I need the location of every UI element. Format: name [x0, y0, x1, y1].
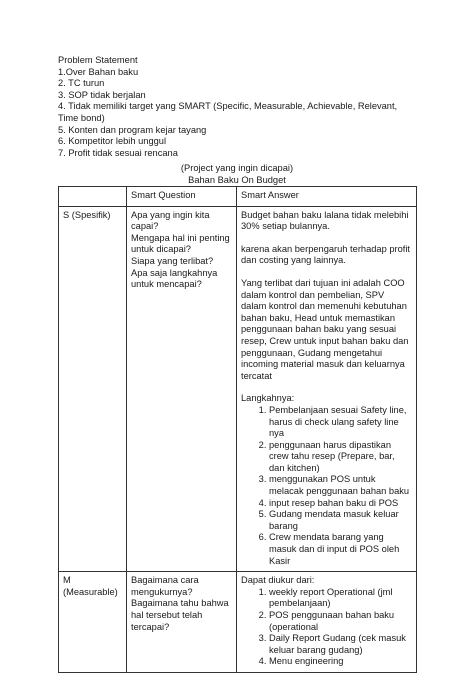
- measurable-questions: [127, 572, 237, 673]
- problem-title: Problem Statement: [58, 55, 138, 65]
- spesifik-questions: [127, 206, 237, 572]
- project-title: Bahan Baku On Budget: [188, 175, 286, 185]
- list-item: 2. POS penggunaan bahan baku (operational: [269, 610, 412, 633]
- question-line: Bagaimana cara mengukurnya?: [131, 575, 199, 597]
- list-item: 3. Daily Report Gudang (cek masuk keluar barang gudang): [269, 633, 412, 656]
- answer-paragraph: Yang terlibat dari tujuan ini adalah COO dalam kontrol dan pembelian, SPV dalam kontrol dan memenuhi kebutuhan bahan baku, Head untuk memastikan penggunaan bahan baku yang sesuai resep, Crew untuk input bahan baku dan penggunaan, Gudang mengetahui incoming material masuk dan keluarnya tercatat: [241, 277, 409, 381]
- smart-table: [58, 186, 417, 673]
- steps-list: [241, 405, 412, 567]
- measurable-answer: [237, 572, 417, 673]
- list-item: 5. Gudang mendata masuk keluar barang: [269, 509, 412, 532]
- problem-statement: [58, 55, 418, 159]
- row-label-measurable: M (Measurable): [59, 572, 127, 673]
- list-item: 1. Pembelanjaan sesuai Safety line, harus di check ulang safety line nya: [269, 405, 412, 440]
- list-item: 1. weekly report Operational (jml pembelanjaan): [269, 587, 412, 610]
- question-line: Mengapa hal ini penting untuk dicapai?: [131, 232, 230, 255]
- table-header-row: [59, 187, 417, 207]
- steps-title: Langkahnya:: [241, 393, 295, 404]
- table-row: [59, 572, 417, 673]
- list-item: 6. Crew mendata barang yang masuk dan di input di POS oleh Kasir: [269, 532, 412, 567]
- problem-item: 7. Profit tidak sesuai rencana: [58, 147, 178, 158]
- problem-item: 6. Kompetitor lebih unggul: [58, 136, 167, 147]
- list-item: 3. menggunakan POS untuk melacak penggunaan bahan baku: [269, 474, 412, 497]
- problem-item: 2. TC turun: [58, 78, 105, 89]
- spesifik-answer: [237, 206, 417, 572]
- answer-title: Dapat diukur dari:: [241, 575, 315, 586]
- question-line: Apa saja langkahnya untuk mencapai?: [131, 267, 218, 290]
- list-item: 4. Menu engineering: [269, 656, 412, 668]
- header-smart-question: Smart Question: [127, 187, 237, 207]
- problem-item: 1.Over Bahan baku: [58, 66, 139, 77]
- problem-item: 5. Konten dan program kejar tayang: [58, 124, 207, 135]
- list-item: 4. input resep bahan baku di POS: [269, 498, 412, 510]
- question-line: Apa yang ingin kita capai?: [131, 209, 210, 232]
- list-item: 2. penggunaan harus dipastikan crew tahu resep (Prepare, bar, dan kitchen): [269, 440, 412, 475]
- header-empty-cell: [59, 187, 127, 207]
- problem-item: 4. Tidak memiliki target yang SMART (Specific, Measurable, Achievable, Relevant, Time bond): [58, 101, 398, 123]
- project-caption: (Project yang ingin dicapai): [180, 163, 294, 173]
- question-line: Siapa yang terlibat?: [131, 255, 214, 266]
- measure-list: [241, 587, 412, 668]
- question-line: Bagaimana tahu bahwa hal tersebut telah tercapai?: [131, 598, 229, 632]
- table-row: [59, 206, 417, 572]
- answer-paragraph: Budget bahan baku lalana tidak melebihi 30% setiap bulannya.: [241, 209, 409, 232]
- problem-item: 3. SOP tidak berjalan: [58, 89, 146, 100]
- row-label-spesifik: S (Spesifik): [59, 206, 127, 572]
- answer-paragraph: karena akan berpengaruh terhadap profit dan costing yang lainnya.: [241, 243, 411, 266]
- header-smart-answer: Smart Answer: [237, 187, 417, 207]
